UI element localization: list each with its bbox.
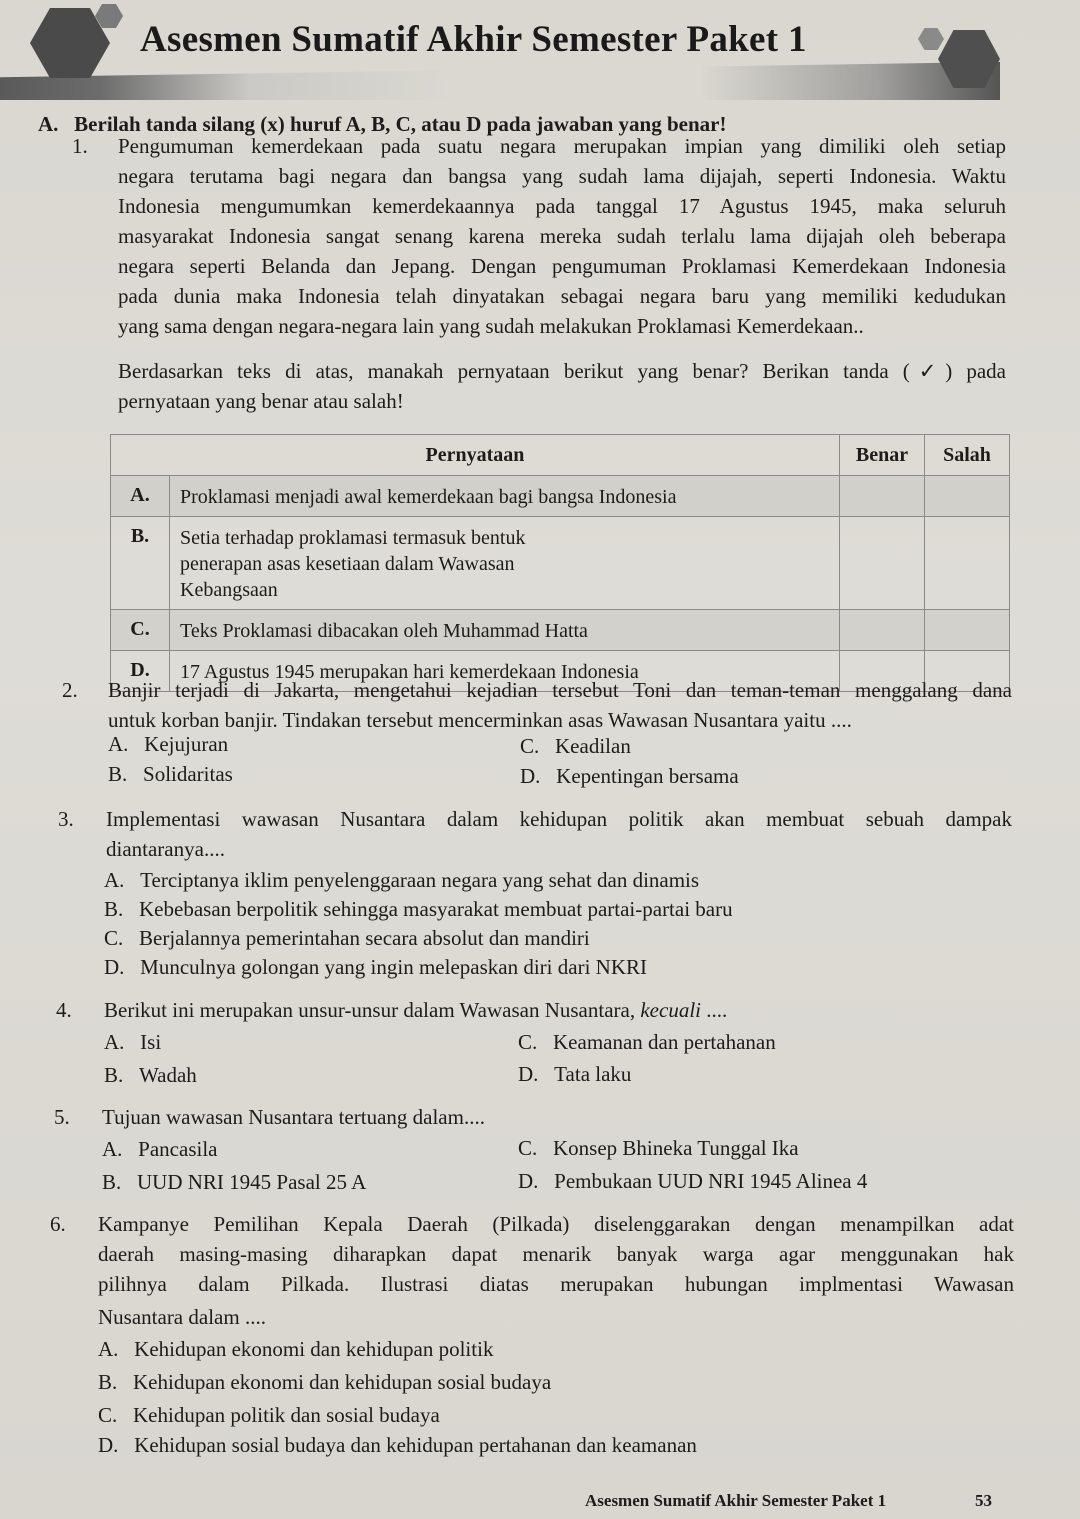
option-text: Pembukaan UUD NRI 1945 Alinea 4	[554, 1169, 868, 1193]
table-row	[111, 517, 1010, 610]
question-number: 3.	[58, 807, 74, 831]
question-number: 6.	[50, 1212, 66, 1236]
question-number: 4.	[56, 998, 72, 1022]
statement-table	[110, 434, 1010, 692]
option-letter: D.	[518, 1062, 539, 1086]
benar-checkbox-cell[interactable]	[840, 610, 925, 651]
table-header-row	[111, 435, 1010, 476]
option-letter: A.	[104, 1030, 125, 1054]
page-title: Asesmen Sumatif Akhir Semester Paket 1	[140, 19, 807, 60]
option-text: Kehidupan politik dan sosial budaya	[133, 1403, 440, 1427]
option-text: Kehidupan ekonomi dan kehidupan politik	[134, 1337, 494, 1361]
salah-checkbox-cell[interactable]	[925, 517, 1010, 610]
option-letter: D.	[520, 764, 541, 788]
option-d[interactable]	[518, 1062, 631, 1087]
option-c[interactable]	[104, 926, 590, 951]
question-text: Berikut ini merupakan unsur-unsur dalam Wawasan Nusantara,	[104, 998, 636, 1022]
option-letter: D.	[98, 1433, 119, 1457]
option-text: Kehidupan ekonomi dan kehidupan sosial budaya	[133, 1370, 552, 1394]
option-text: Solidaritas	[143, 762, 233, 786]
question-line: Tujuan wawasan Nusantara tertuang dalam....	[102, 1105, 485, 1129]
question-line: Pengumuman kemerdekaan pada suatu negara merupakan impian yang dimiliki oleh setiap	[118, 134, 1006, 158]
hexagon-decoration-icon	[918, 28, 944, 50]
question-number: 2.	[62, 678, 78, 702]
question-line: negara terutama bagi negara dan bangsa yang sudah lama dijajah, seperti Indonesia. Waktu	[118, 164, 1006, 188]
option-a[interactable]	[108, 732, 228, 757]
option-letter: A.	[98, 1337, 119, 1361]
option-text: Keadilan	[555, 734, 631, 758]
question-suffix: ....	[701, 998, 728, 1022]
question-line: diantaranya....	[106, 837, 225, 861]
option-d[interactable]	[518, 1169, 867, 1194]
option-text: Kepentingan bersama	[556, 764, 739, 788]
option-letter: B.	[104, 897, 124, 921]
option-c[interactable]	[518, 1030, 776, 1055]
option-letter: C.	[518, 1136, 538, 1160]
option-letter: B.	[98, 1370, 118, 1394]
section-a-instruction: A. Berilah tanda silang (x) huruf A, B, C, atau D pada jawaban yang benar!	[38, 112, 727, 136]
option-c[interactable]	[518, 1136, 799, 1161]
option-text: Wadah	[139, 1063, 197, 1087]
option-letter: B.	[102, 1170, 122, 1194]
option-text: Pancasila	[138, 1137, 218, 1161]
option-d[interactable]	[98, 1433, 697, 1458]
question-line: masyarakat Indonesia sangat senang karena mereka sudah terlalu lama dijajah oleh beberapa	[118, 224, 1006, 248]
statement-text: 17 Agustus 1945 merupakan hari kemerdekaan Indonesia	[170, 651, 840, 692]
option-letter: C.	[98, 1403, 118, 1427]
question-line: pada dunia maka Indonesia telah dinyatakan sebagai negara baru yang memiliki kedudukan	[118, 284, 1006, 308]
question-line: Nusantara dalam ....	[98, 1305, 266, 1329]
option-letter: B.	[108, 762, 128, 786]
option-letter: A.	[108, 732, 129, 756]
option-b[interactable]	[108, 762, 233, 787]
row-letter: D.	[111, 651, 170, 692]
column-header-pernyataan: Pernyataan	[111, 435, 840, 476]
salah-checkbox-cell[interactable]	[925, 610, 1010, 651]
question-line: Implementasi wawasan Nusantara dalam kehidupan politik akan membuat sebuah dampak	[106, 807, 1012, 831]
option-text: Tata laku	[554, 1062, 632, 1086]
column-header-benar: Benar	[840, 435, 925, 476]
option-letter: D.	[518, 1169, 539, 1193]
option-letter: C.	[104, 926, 124, 950]
benar-checkbox-cell[interactable]	[840, 517, 925, 610]
option-letter: B.	[104, 1063, 124, 1087]
row-letter: C.	[111, 610, 170, 651]
statement-text: Setia terhadap proklamasi termasuk bentuk penerapan asas kesetiaan dalam Wawasan Kebangsaan	[170, 517, 840, 610]
page-number: 53	[975, 1491, 992, 1510]
option-text: Munculnya golongan yang ingin melepaskan diri dari NKRI	[140, 955, 647, 979]
statement-text: Teks Proklamasi dibacakan oleh Muhammad Hatta	[170, 610, 840, 651]
option-text: Kehidupan sosial budaya dan kehidupan pertahanan dan keamanan	[134, 1433, 697, 1457]
option-a[interactable]	[104, 1030, 161, 1055]
row-letter: B.	[111, 517, 170, 610]
question-line: Kampanye Pemilihan Kepala Daerah (Pilkada) diselenggarakan dengan menampilkan adat	[98, 1212, 1014, 1236]
option-text: Isi	[140, 1030, 162, 1054]
header-decoration-band	[0, 62, 1000, 100]
option-b[interactable]	[102, 1170, 366, 1195]
question-line: Banjir terjadi di Jakarta, mengetahui kejadian tersebut Toni dan teman-teman menggalang dana	[108, 678, 1012, 702]
salah-checkbox-cell[interactable]	[925, 476, 1010, 517]
option-letter: A.	[104, 868, 125, 892]
question-line: negara seperti Belanda dan Jepang. Dengan pengumuman Proklamasi Kemerdekaan Indonesia	[118, 254, 1006, 278]
option-c[interactable]	[520, 734, 631, 759]
option-b[interactable]	[98, 1370, 551, 1395]
question-emphasis: kecuali	[640, 998, 701, 1022]
option-b[interactable]	[104, 1063, 197, 1088]
question-number: 1.	[72, 134, 88, 158]
option-a[interactable]	[104, 868, 699, 893]
statement-text: Proklamasi menjadi awal kemerdekaan bagi bangsa Indonesia	[170, 476, 840, 517]
option-d[interactable]	[520, 764, 739, 789]
option-letter: D.	[104, 955, 125, 979]
question-number: 5.	[54, 1105, 70, 1129]
question-line: pilihnya dalam Pilkada. Ilustrasi diatas merupakan hubungan implmentasi Wawasan	[98, 1272, 1014, 1296]
option-letter: C.	[520, 734, 540, 758]
table-row	[111, 610, 1010, 651]
question-line: Indonesia mengumumkan kemerdekaannya pada tanggal 17 Agustus 1945, maka seluruh	[118, 194, 1006, 218]
option-a[interactable]	[98, 1337, 493, 1362]
instruction-line: Berdasarkan teks di atas, manakah pernyataan berikut yang benar? Berikan tanda (✓) pada	[118, 359, 1006, 383]
option-d[interactable]	[104, 955, 647, 980]
option-text: UUD NRI 1945 Pasal 25 A	[137, 1170, 367, 1194]
question-line: yang sama dengan negara-negara lain yang sudah melakukan Proklamasi Kemerdekaan..	[118, 314, 864, 338]
option-text: Terciptanya iklim penyelenggaraan negara yang sehat dan dinamis	[140, 868, 700, 892]
question-line: daerah masing-masing diharapkan dapat menarik banyak warga agar menggunakan hak	[98, 1242, 1014, 1266]
row-letter: A.	[111, 476, 170, 517]
instruction-line: pernyataan yang benar atau salah!	[118, 389, 404, 413]
option-text: Konsep Bhineka Tunggal Ika	[553, 1136, 799, 1160]
option-a[interactable]	[102, 1137, 217, 1162]
option-letter: A.	[102, 1137, 123, 1161]
table-row	[111, 476, 1010, 517]
question-line	[104, 995, 1004, 1025]
option-text: Kebebasan berpolitik sehingga masyarakat membuat partai-partai baru	[139, 897, 733, 921]
question-line: untuk korban banjir. Tindakan tersebut mencerminkan asas Wawasan Nusantara yaitu ....	[108, 708, 852, 732]
option-c[interactable]	[98, 1403, 440, 1428]
page-header	[0, 0, 1080, 110]
option-text: Berjalannya pemerintahan secara absolut dan mandiri	[139, 926, 590, 950]
footer-label: Asesmen Sumatif Akhir Semester Paket 1	[585, 1491, 887, 1510]
option-text: Keamanan dan pertahanan	[553, 1030, 776, 1054]
benar-checkbox-cell[interactable]	[840, 476, 925, 517]
column-header-salah: Salah	[925, 435, 1010, 476]
option-letter: C.	[518, 1030, 538, 1054]
option-b[interactable]	[104, 897, 733, 922]
option-text: Kejujuran	[144, 732, 229, 756]
